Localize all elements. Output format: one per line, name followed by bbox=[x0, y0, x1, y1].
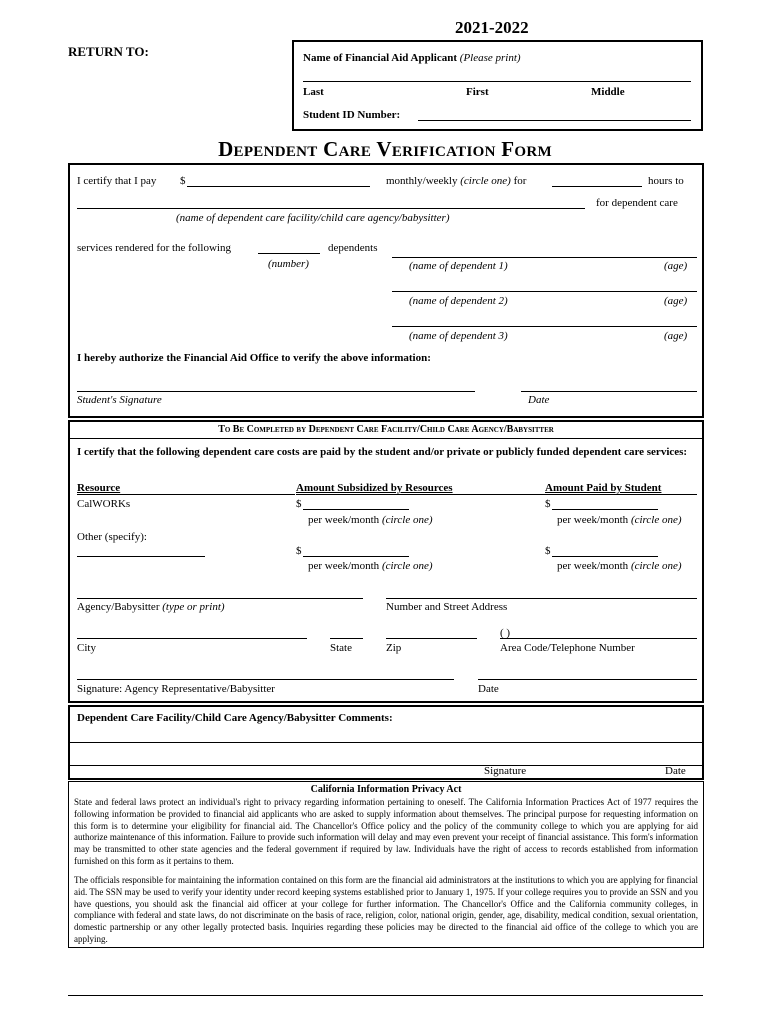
middle-label: Middle bbox=[591, 86, 625, 98]
form-title: Dependent Care Verification Form bbox=[218, 137, 552, 161]
student-id-label: Student ID Number: bbox=[303, 109, 401, 121]
dependent3-line[interactable] bbox=[392, 326, 697, 327]
dependent2-age: (age) bbox=[664, 295, 688, 307]
col-paid: Amount Paid by Student bbox=[545, 482, 662, 494]
dependent2-caption: (name of dependent 2) bbox=[409, 295, 508, 307]
return-to-label: RETURN TO: bbox=[68, 44, 149, 59]
calworks-paid-dollar: $ bbox=[545, 498, 551, 510]
dependent3-age: (age) bbox=[664, 330, 688, 342]
student-id-line[interactable] bbox=[418, 120, 691, 121]
dependent1-line[interactable] bbox=[392, 257, 697, 258]
dependent2-line[interactable] bbox=[392, 291, 697, 292]
comments-label: Dependent Care Facility/Child Care Agency/Babysitter Comments: bbox=[77, 712, 393, 724]
phone-line[interactable] bbox=[500, 638, 697, 639]
agency-date-label: Date bbox=[478, 683, 499, 695]
dependent1-caption: (name of dependent 1) bbox=[409, 260, 508, 272]
calworks-subsidy-dollar: $ bbox=[296, 498, 302, 510]
other-subsidy-period: per week/month (circle one) bbox=[308, 560, 433, 572]
comments-date-label: Date bbox=[665, 765, 686, 777]
facility-caption: (name of dependent care facility/child care agency/babysitter) bbox=[176, 212, 450, 224]
student-signature-label: Student's Signature bbox=[77, 394, 162, 406]
calworks-paid-line[interactable] bbox=[552, 509, 658, 510]
city-label: City bbox=[77, 642, 96, 654]
col-resource: Resource bbox=[77, 482, 121, 494]
facility-heading-divider bbox=[68, 438, 704, 439]
state-label: State bbox=[330, 642, 352, 654]
student-signature-line[interactable] bbox=[77, 391, 475, 392]
form-year: 2021-2022 bbox=[455, 18, 529, 37]
footer-rule bbox=[68, 995, 703, 996]
number-caption: (number) bbox=[268, 258, 309, 270]
calworks-paid-period: per week/month (circle one) bbox=[557, 514, 682, 526]
col-subsidized: Amount Subsidized by Resources bbox=[296, 482, 453, 494]
authorize-text: I hereby authorize the Financial Aid Office to verify the above information: bbox=[77, 352, 431, 364]
zip-line[interactable] bbox=[386, 638, 477, 639]
street-line[interactable] bbox=[386, 598, 697, 599]
col-paid-rule bbox=[545, 494, 697, 495]
other-label: Other (specify): bbox=[77, 531, 147, 543]
zip-label: Zip bbox=[386, 642, 402, 654]
calworks-subsidy-line[interactable] bbox=[303, 509, 409, 510]
agency-line[interactable] bbox=[77, 598, 363, 599]
dependent1-age: (age) bbox=[664, 260, 688, 272]
for-dependent-care-text: for dependent care bbox=[596, 197, 678, 209]
pay-amount-line[interactable] bbox=[187, 186, 370, 187]
last-label: Last bbox=[303, 86, 324, 98]
monthly-weekly-text: monthly/weekly (circle one) for bbox=[386, 175, 527, 187]
pay-dollar-sign: $ bbox=[180, 175, 186, 187]
certify-pay-text: I certify that I pay bbox=[77, 175, 157, 187]
comments-signature-label: Signature bbox=[484, 765, 527, 777]
calworks-label: CalWORKs bbox=[77, 498, 131, 510]
services-rendered-text: services rendered for the following bbox=[77, 242, 231, 254]
hours-line[interactable] bbox=[552, 186, 642, 187]
other-subsidy-dollar: $ bbox=[296, 545, 302, 557]
other-paid-period: per week/month (circle one) bbox=[557, 560, 682, 572]
phone-area-paren: ( ) bbox=[500, 627, 511, 639]
col-subsidized-rule bbox=[296, 494, 546, 495]
dependents-number-line[interactable] bbox=[258, 253, 320, 254]
agency-label: Agency/Babysitter (type or print) bbox=[77, 601, 225, 613]
comments-signature-line[interactable] bbox=[68, 765, 704, 766]
col-resource-rule bbox=[77, 494, 295, 495]
other-specify-line[interactable] bbox=[77, 556, 205, 557]
other-paid-line[interactable] bbox=[552, 556, 658, 557]
phone-label: Area Code/Telephone Number bbox=[500, 642, 635, 654]
facility-certify-text: I certify that the following dependent care costs are paid by the student and/or private or publicly funded dependent care services: bbox=[77, 446, 688, 458]
privacy-heading: California Information Privacy Act bbox=[310, 784, 462, 795]
state-line[interactable] bbox=[330, 638, 363, 639]
dependent3-caption: (name of dependent 3) bbox=[409, 330, 508, 342]
student-date-line[interactable] bbox=[521, 391, 697, 392]
applicant-name-line[interactable] bbox=[303, 81, 691, 82]
city-line[interactable] bbox=[77, 638, 307, 639]
dependents-text: dependents bbox=[328, 242, 378, 254]
facility-line[interactable] bbox=[77, 208, 585, 209]
other-paid-dollar: $ bbox=[545, 545, 551, 557]
privacy-paragraph-1: State and federal laws protect an individual's right to privacy regarding information pertaining to oneself. The California Information Practices Act of 1977 requires the following information be provided to financial aid applicants who are asked to supply information about themselves. The principal purpose for requesting information on this form is to determine your eligibility for financial aid. The Chancellor's Office policy and the policy of the community college to which you are applying for aid authorize maintenance of this information. Failure to provide such information will delay and may even prevent your receipt of financial assistance. This form's information may be transmitted to other state agencies and the federal government if required by law. Individuals have the right of access to records established from information furnished on this form as it pertains to them. bbox=[74, 797, 698, 866]
calworks-subsidy-period: per week/month (circle one) bbox=[308, 514, 433, 526]
agency-date-line[interactable] bbox=[478, 679, 697, 680]
privacy-paragraph-2: The officials responsible for maintaining the information contained on this form are the financial aid administrators at the institutions to which you are applying for financial aid. The SSN may be used to verify your identity under record keeping systems established prior to January 1, 1975. If your college requires you to provide an SSN and you have questions, you should ask the financial aid officer at your college for further information. The Chancellor's Office and the California community colleges, in compliance with federal and state laws, do not discriminate on the basis of race, religion, color, national origin, gender, age, disability, medical condition, sexual orientation, domestic partnership or any other legally protected basis. Inquiries regarding these policies may be directed to the financial aid office of the college to which you are applying. bbox=[74, 875, 698, 944]
facility-section-heading: To Be Completed by Dependent Care Facility/Child Care Agency/Babysitter bbox=[218, 424, 554, 435]
hours-to-text: hours to bbox=[648, 175, 684, 187]
applicant-name-label: Name of Financial Aid Applicant (Please print) bbox=[303, 52, 521, 64]
student-date-label: Date bbox=[528, 394, 550, 406]
comments-divider bbox=[68, 742, 704, 743]
first-label: First bbox=[466, 86, 489, 98]
agency-signature-label: Signature: Agency Representative/Babysitter bbox=[77, 683, 275, 695]
agency-signature-line[interactable] bbox=[77, 679, 454, 680]
other-subsidy-line[interactable] bbox=[303, 556, 409, 557]
street-label: Number and Street Address bbox=[386, 601, 508, 613]
